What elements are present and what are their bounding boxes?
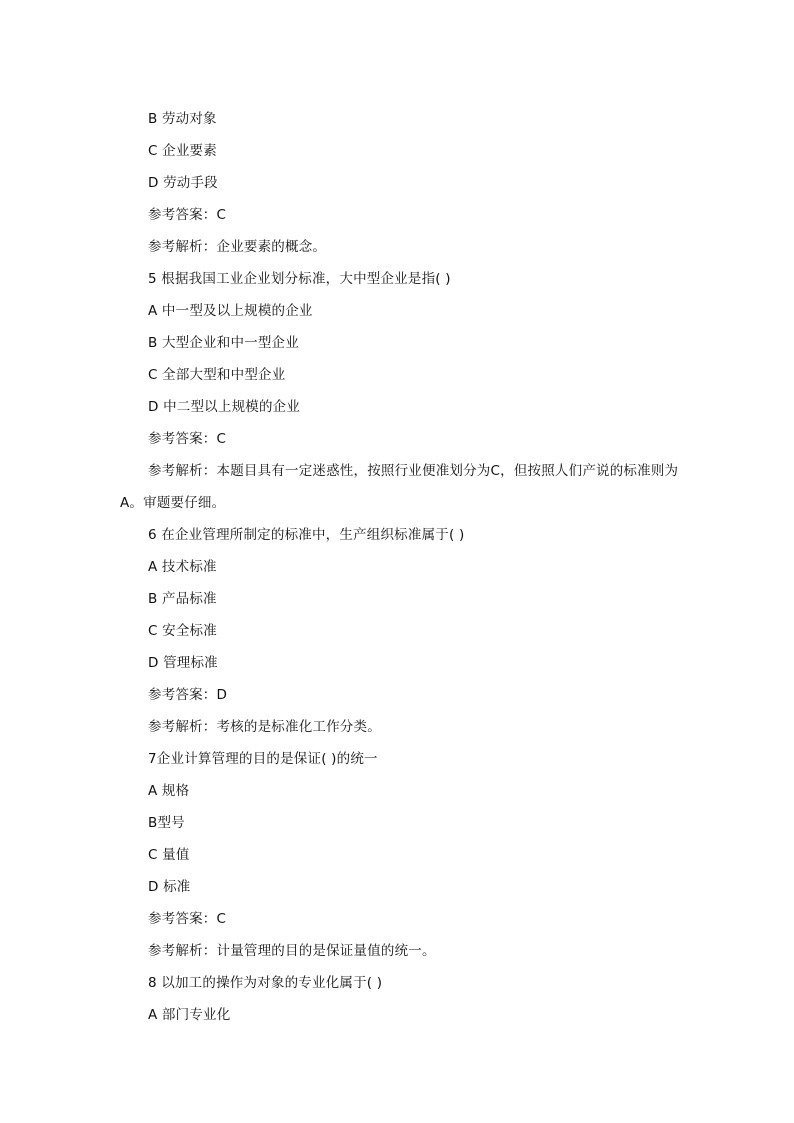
option-line: A 中一型及以上规模的企业 [148, 303, 313, 319]
answer-line: 参考答案：C [148, 431, 227, 447]
option-line: D 标准 [148, 879, 191, 895]
option-line: A 规格 [148, 783, 190, 799]
question-line: 6 在企业管理所制定的标准中，生产组织标准属于( ) [148, 527, 465, 543]
option-line: B 产品标准 [148, 591, 217, 607]
option-line: C 企业要素 [148, 143, 217, 159]
option-line: D 管理标准 [148, 655, 218, 671]
option-line: A 技术标准 [148, 559, 217, 575]
option-line: C 全部大型和中型企业 [148, 367, 286, 383]
option-line: A 部门专业化 [148, 1007, 231, 1023]
document-body [120, 103, 680, 1031]
explanation-line: 参考解析：企业要素的概念。 [148, 239, 327, 255]
option-line: D 中二型以上规模的企业 [148, 399, 301, 415]
option-line: B型号 [148, 815, 185, 831]
answer-line: 参考答案：D [148, 687, 228, 703]
option-line: C 安全标准 [148, 623, 217, 639]
option-line: D 劳动手段 [148, 175, 218, 191]
question-line: 7企业计算管理的目的是保证( )的统一 [148, 751, 378, 767]
option-line: B 大型企业和中一型企业 [148, 335, 299, 351]
question-line: 8 以加工的操作为对象的专业化属于( ) [148, 975, 383, 991]
explanation-line: 参考解析：计量管理的目的是保证量值的统一。 [148, 943, 436, 959]
explanation-paragraph: 参考解析：本题目具有一定迷惑性，按照行业便准划分为C，但按照人们产说的标准则为 A。审题要仔细。 [120, 463, 679, 511]
option-line: C 量值 [148, 847, 190, 863]
answer-line: 参考答案：C [148, 911, 227, 927]
answer-line: 参考答案：C [148, 207, 227, 223]
explanation-line: 参考解析：考核的是标准化工作分类。 [148, 719, 381, 735]
option-line: B 劳动对象 [148, 111, 217, 127]
question-line: 5 根据我国工业企业划分标准，大中型企业是指( ) [148, 271, 451, 287]
